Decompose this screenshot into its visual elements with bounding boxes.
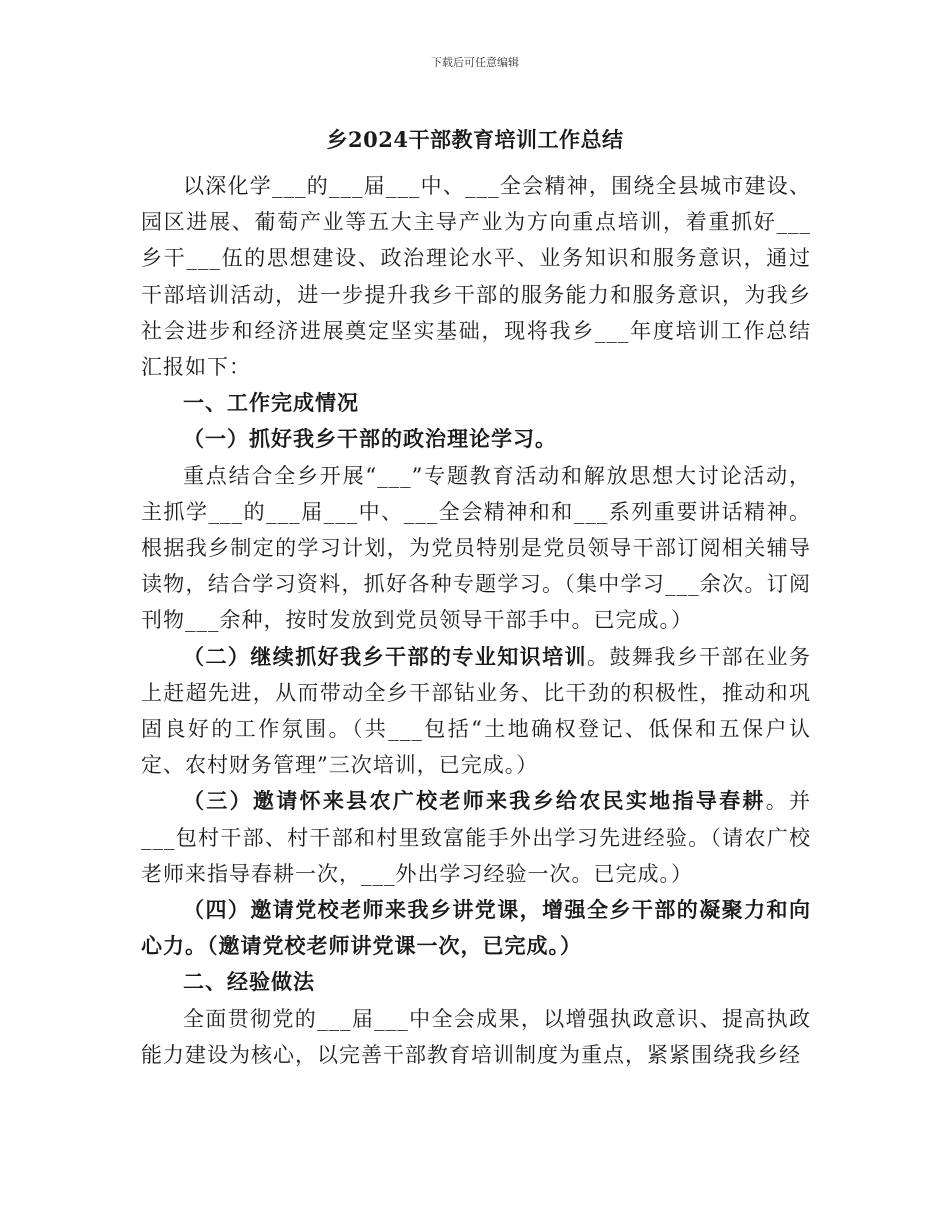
intro-paragraph: 以深化学___的___届___中、___全会精神，围绕全县城市建设、园区进展、葡萄产业等五大主导产业为方向重点培训，着重抓好___乡干___伍的思想建设、政治理论水平、业务知识和服务意识，通过干部培训活动，进一步提升我乡干部的服务能力和服务意识，为我乡社会进步和经济进展奠定坚实基础，现将我乡___年度培训工作总结汇报如下：	[141, 174, 811, 380]
item4-paragraph: （四）邀请党校老师来我乡讲党课，增强全乡干部的凝聚力和向心力。（邀请党校老师讲党课一次，已完成。）	[141, 897, 811, 959]
section1-heading: 一、工作完成情况	[183, 390, 359, 416]
section2-heading: 二、经验做法	[183, 969, 315, 995]
item3-paragraph	[141, 783, 811, 892]
item3-body: 。并___包村干部、村干部和村里致富能手外出学习先进经验。（请农广校老师来指导春耕一次，___外出学习经验一次。已完成。）	[141, 789, 812, 886]
document-title: 乡2024干部教育培训工作总结	[326, 127, 624, 152]
item2-paragraph	[141, 639, 811, 784]
item2-lead: （二）继续抓好我乡干部的专业知识培训	[183, 643, 587, 669]
item3-lead: （三）邀请怀来县农广校老师来我乡给农民实地指导春耕	[183, 788, 766, 814]
item1-body: 重点结合全乡开展“___”专题教育活动和解放思想大讨论活动，主抓学___的___届___中、___全会精神和和___系列重要讲话精神。根据我乡制定的学习计划，为党员特别是党员领导干部订阅相关辅导读物，结合学习资料，抓好各种专题学习。（集中学习___余次。订阅刊物___余种，按时发放到党员领导干部手中。已完成。）	[141, 463, 811, 633]
section2-body: 全面贯彻党的___届___中全会成果，以增强执政意识、提高执政能力建设为核心，以完善干部教育培训制度为重点，紧紧围绕我乡经	[141, 1006, 811, 1067]
item2-body: 。鼓舞我乡干部在业务上赶超先进，从而带动全乡干部钻业务、比干劲的积极性，推动和巩固良好的工作氛围。（共___包括“土地确权登记、低保和五保户认定、农村财务管理”三次培训，已完成。）	[141, 644, 811, 778]
item1-heading: （一）抓好我乡干部的政治理论学习。	[183, 426, 557, 452]
document-body	[141, 168, 811, 1073]
header-note: 下载后可任意编辑	[431, 56, 519, 69]
